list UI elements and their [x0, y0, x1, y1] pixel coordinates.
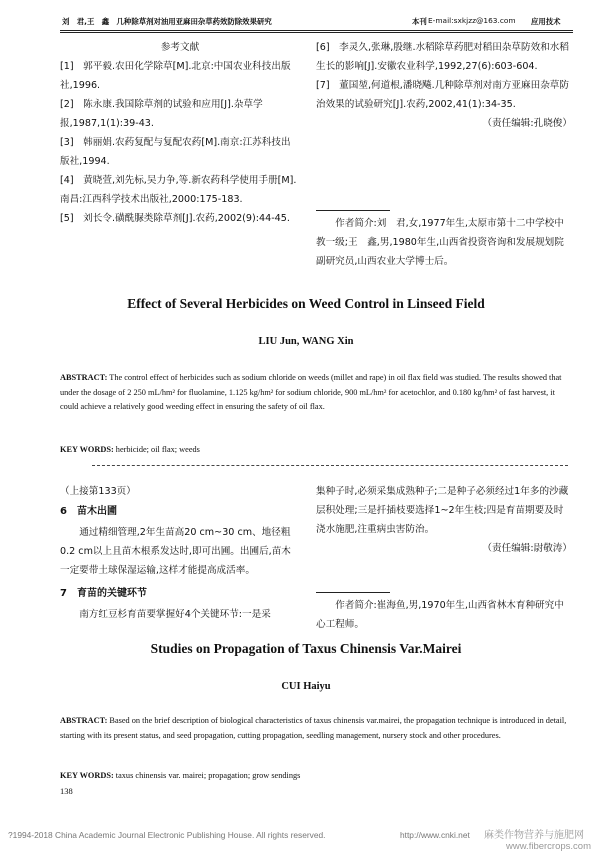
running-header-section: 应用技术	[531, 17, 561, 26]
article-authors: LIU Jun, WANG Xin	[258, 336, 354, 347]
keywords-label: KEY WORDS:	[60, 445, 114, 454]
continuation-left-column	[60, 482, 300, 624]
reference-item: [6] 李灵久,张琳,殷继.水稻除草药肥对稻田杂草防效和水稻生长的影响[J].安徽农业科学,1992,27(6):603-604.	[316, 42, 569, 72]
section-heading-6: 6 苗木出圃	[60, 506, 117, 517]
section-heading-7: 7 育苗的关键环节	[60, 588, 147, 599]
section-6-text: 通过精细管理,2年生苗高20 cm~30 cm、地径粗0.2 cm以上且苗木根系发达时,即可出圃。出圃后,苗木一定要带土球保湿运输,这样才能提高成活率。	[60, 527, 291, 576]
reference-item: [7] 董国堃,何道根,潘晓飚.几种除草剂对南方亚麻田杂草防治效果的试验研究[J].农药,2002,41(1):34-35.	[316, 80, 569, 110]
copyright-footer: ?1994-2018 China Academic Journal Electronic Publishing House. All rights reserved.	[8, 830, 326, 840]
article-2-keywords	[60, 769, 572, 784]
abstract-text: The control effect of herbicides such as sodium chloride on weeds (millet and rape) in oil flax field was studied. The results showed that under the dosage of 2 250 mL/hm² for fluolamine, 1.125 kg/hm² for sodium chloride, 900 mL/hm² for acetochlor, and 0.180 kg/hm² of fast harvest, it could achieve a relatively good weeding effect in ensuring the safety of oil flax.	[60, 373, 562, 411]
article-abstract	[60, 371, 572, 415]
running-header-email: E-mail:sxkjzz@163.com	[428, 16, 516, 25]
editor-credit-2: （责任编辑:尉敬涛）	[482, 543, 572, 554]
reference-item: [1] 郭平毅.农田化学除草[M].北京:中国农业科技出版社,1996.	[60, 61, 291, 91]
keywords-label-2: KEY WORDS:	[60, 771, 114, 780]
article-2-title: Studies on Propagation of Taxus Chinensis Var.Mairei	[150, 641, 462, 656]
references-left-column	[60, 38, 300, 228]
watermark-text: 麻类作物营养与施肥网	[484, 830, 584, 841]
running-header-journal: 本刊	[412, 17, 427, 26]
keywords-text-2: taxus chinensis var. mairei; propagation; grow sendings	[115, 771, 301, 780]
footer-url[interactable]: http://www.cnki.net	[400, 830, 470, 840]
reference-item: [2] 陈永康.我国除草剂的试验和应用[J].杂草学报,1987,1(1):39-43.	[60, 99, 263, 129]
running-header-title: 刘 君,王 鑫 几种除草剂对油用亚麻田杂草药效防除效果研究	[62, 17, 272, 26]
reference-item: [3] 韩丽娟.农药复配与复配农药[M].南京:江苏科技出版社,1994.	[60, 137, 291, 167]
continued-from: （上接第133页）	[60, 486, 136, 497]
author-intro-rule-2	[316, 592, 390, 593]
section-7-text: 南方红豆杉育苗要掌握好4个关键环节:一是采	[79, 609, 271, 620]
article-2-authors: CUI Haiyu	[281, 681, 331, 692]
references-heading: 参考文献	[160, 42, 200, 53]
section-7-continued-text: 集种子时,必须采集成熟种子;二是种子必须经过1年多的沙藏层积处理;三是扦插枝要选择1~2年生枝;四是育苗期要及时浇水施肥,注重病虫害防治。	[316, 486, 569, 535]
references-right-column	[316, 38, 572, 133]
author-intro-2: 作者简介:崔海鱼,男,1970年生,山西省林木育种研究中心工程师。	[316, 600, 564, 630]
author-intro: 作者简介:刘 君,女,1977年生,太原市第十二中学校中教一级;王 鑫,男,1980年生,山西省投资咨询和发展规划院副研究员,山西农业大学博士后。	[316, 218, 564, 267]
watermark-url: www.fibercrops.com	[506, 841, 591, 852]
header-rule	[60, 30, 573, 31]
separator-dashed	[92, 465, 568, 466]
keywords-text: herbicide; oil flax; weeds	[115, 445, 200, 454]
article-keywords	[60, 443, 572, 458]
continuation-right-column	[316, 482, 572, 558]
article-2-abstract	[60, 714, 572, 743]
author-intro-rule	[316, 210, 390, 211]
editor-credit: （责任编辑:孔晓俊）	[482, 118, 572, 129]
reference-item: [5] 刘长令.磺酰脲类除草剂[J].农药,2002(9):44-45.	[60, 213, 290, 224]
header-rule-2	[60, 32, 573, 33]
abstract-label-2: ABSTRACT:	[60, 716, 108, 725]
abstract-text-2: Based on the brief description of biological characteristics of taxus chinensis var.mairei, the propagation technique is introduced in detail, starting with its present status, and seed propagation, cutting propagation, seedling management, nursery stock and other procedures.	[60, 716, 567, 740]
abstract-label: ABSTRACT:	[60, 373, 108, 382]
article-title: Effect of Several Herbicides on Weed Control in Linseed Field	[127, 296, 485, 311]
page-number: 138	[60, 786, 73, 796]
reference-item: [4] 黄晓萱,刘先标,吴力争,等.新农药科学使用手册[M].南昌:江西科学技术出版社,2000:175-183.	[60, 175, 297, 205]
